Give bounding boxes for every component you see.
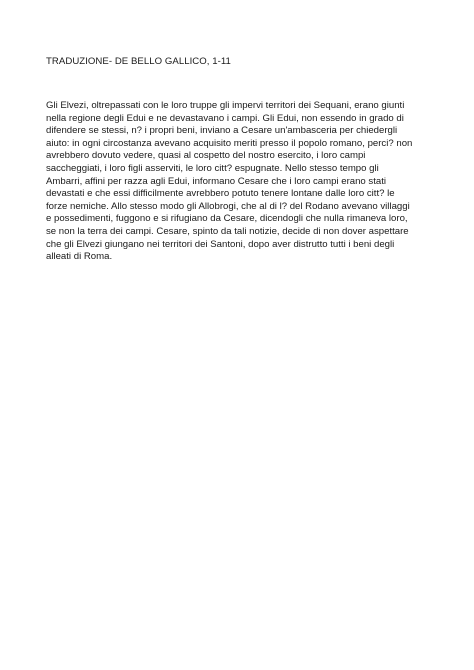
body-line: Gli Elvezi, oltrepassati con le loro truppe gli impervi territori dei Sequani, erano giunti xyxy=(46,100,405,111)
body-line: devastati e che essi difficilmente avrebbero potuto tenere lontane dalle loro citt? le xyxy=(46,188,395,200)
body-line: alleati di Roma. xyxy=(46,251,113,263)
body-line: e possedimenti, fuggono e si rifugiano da Cesare, dicendogli che nulla rimaneva loro, xyxy=(46,213,408,225)
document-body xyxy=(46,100,436,264)
body-line: se non la terra dei campi. Cesare, spinto da tali notizie, decide di non dover aspettare xyxy=(46,225,409,237)
body-line: avrebbero dovuto vedere, quasi al cospetto del nostro esercito, i loro campi xyxy=(46,150,366,162)
body-line: saccheggiati, i loro figli asserviti, le loro citt? espugnate. Nello stesso tempo gli xyxy=(46,162,379,174)
body-line: forze nemiche. Allo stesso modo gli Allobrogi, che al di l? del Rodano avevano villaggi xyxy=(46,200,410,212)
body-line: che gli Elvezi giungano nei territori dei Santoni, dopo aver distrutto tutti i beni degli xyxy=(46,238,395,250)
document-title: TRADUZIONE- DE BELLO GALLICO, 1-11 xyxy=(46,56,231,67)
body-line: aiuto: in ogni circostanza avevano acquisito meriti presso il popolo romano, perci? non xyxy=(46,137,413,149)
body-line: nella regione degli Edui e ne devastavano i campi. Gli Edui, non essendo in grado di xyxy=(46,112,404,124)
body-line: Ambarri, affini per razza agli Edui, informano Cesare che i loro campi erano stati xyxy=(46,175,387,187)
body-line: difendere se stessi, n? i propri beni, inviano a Cesare un'ambasceria per chiedergli xyxy=(46,125,398,137)
